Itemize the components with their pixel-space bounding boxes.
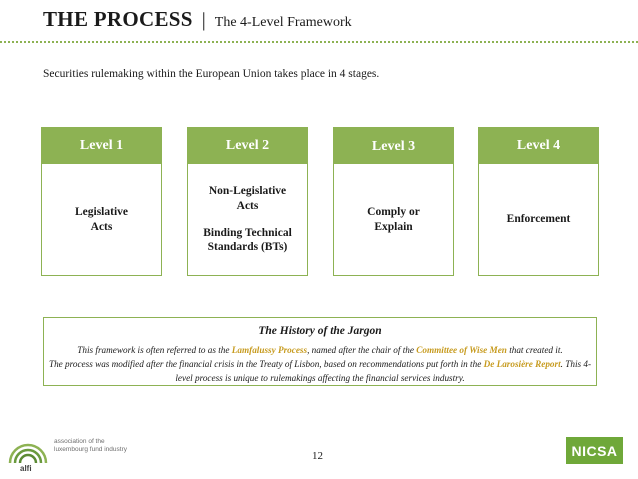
alfi-logo bbox=[6, 433, 146, 473]
alfi-arc-icon bbox=[6, 433, 50, 473]
level-header bbox=[478, 127, 599, 164]
level-line: Legislative bbox=[74, 205, 129, 218]
level-body bbox=[187, 164, 308, 276]
level-header bbox=[187, 127, 308, 164]
level-label: Level 4 bbox=[516, 137, 561, 153]
page-number: 12 bbox=[312, 450, 323, 462]
level-line: Acts bbox=[90, 220, 113, 233]
level-card-4 bbox=[478, 127, 599, 277]
history-text: . This 4-level process is unique to rulemakings affecting the financial services industry. bbox=[175, 359, 592, 384]
level-line: Non-Legislative bbox=[208, 184, 287, 197]
header-divider bbox=[0, 41, 638, 43]
committee-of-wise-men-link[interactable]: Committee of Wise Men bbox=[416, 344, 507, 355]
lamfalussy-process-link[interactable]: Lamfalussy Process bbox=[231, 344, 308, 355]
level-line: Binding Technical bbox=[203, 226, 292, 239]
nicsa-logo: NICSA bbox=[566, 437, 623, 464]
level-label: Level 2 bbox=[225, 137, 270, 153]
alfi-logo-line: association of the bbox=[54, 438, 105, 445]
history-line-1 bbox=[44, 343, 596, 357]
history-title: The History of the Jargon bbox=[258, 325, 382, 337]
history-text: The process was modified after the financial crisis in the Treaty of Lisbon, based on recommendations put forth in the bbox=[48, 359, 484, 370]
title-separator: | bbox=[201, 9, 206, 31]
level-body bbox=[478, 164, 599, 276]
history-box bbox=[43, 317, 597, 386]
level-card-2 bbox=[187, 127, 308, 277]
level-body bbox=[333, 164, 454, 276]
alfi-logo-text bbox=[54, 438, 127, 454]
level-header bbox=[41, 127, 162, 164]
intro-text: Securities rulemaking within the European Union takes place in 4 stages. bbox=[43, 68, 380, 80]
level-header bbox=[333, 127, 454, 164]
level-label: Level 1 bbox=[79, 137, 124, 153]
svg-text:alfi: alfi bbox=[20, 464, 32, 473]
page-subtitle: The 4-Level Framework bbox=[214, 15, 352, 30]
level-label: Level 3 bbox=[371, 138, 416, 154]
level-line: Enforcement bbox=[506, 213, 571, 226]
level-card-1 bbox=[41, 127, 162, 277]
history-line-2 bbox=[44, 357, 596, 386]
history-text: This framework is often referred to as the bbox=[77, 344, 232, 355]
alfi-logo-line: luxembourg fund industry bbox=[54, 446, 127, 454]
level-body bbox=[41, 164, 162, 276]
page-title: THE PROCESS bbox=[43, 7, 193, 31]
level-card-3 bbox=[333, 127, 454, 277]
level-line: Comply or bbox=[367, 205, 420, 218]
history-text: that created it. bbox=[506, 344, 563, 355]
history-text: , named after the chair of the bbox=[307, 344, 417, 355]
de-larosiere-report-link[interactable]: De Larosière Report bbox=[483, 359, 561, 370]
page-header bbox=[43, 7, 352, 37]
level-line: Explain bbox=[374, 220, 413, 233]
level-line: Standards (BTs) bbox=[207, 241, 288, 254]
level-line: Acts bbox=[236, 199, 259, 212]
